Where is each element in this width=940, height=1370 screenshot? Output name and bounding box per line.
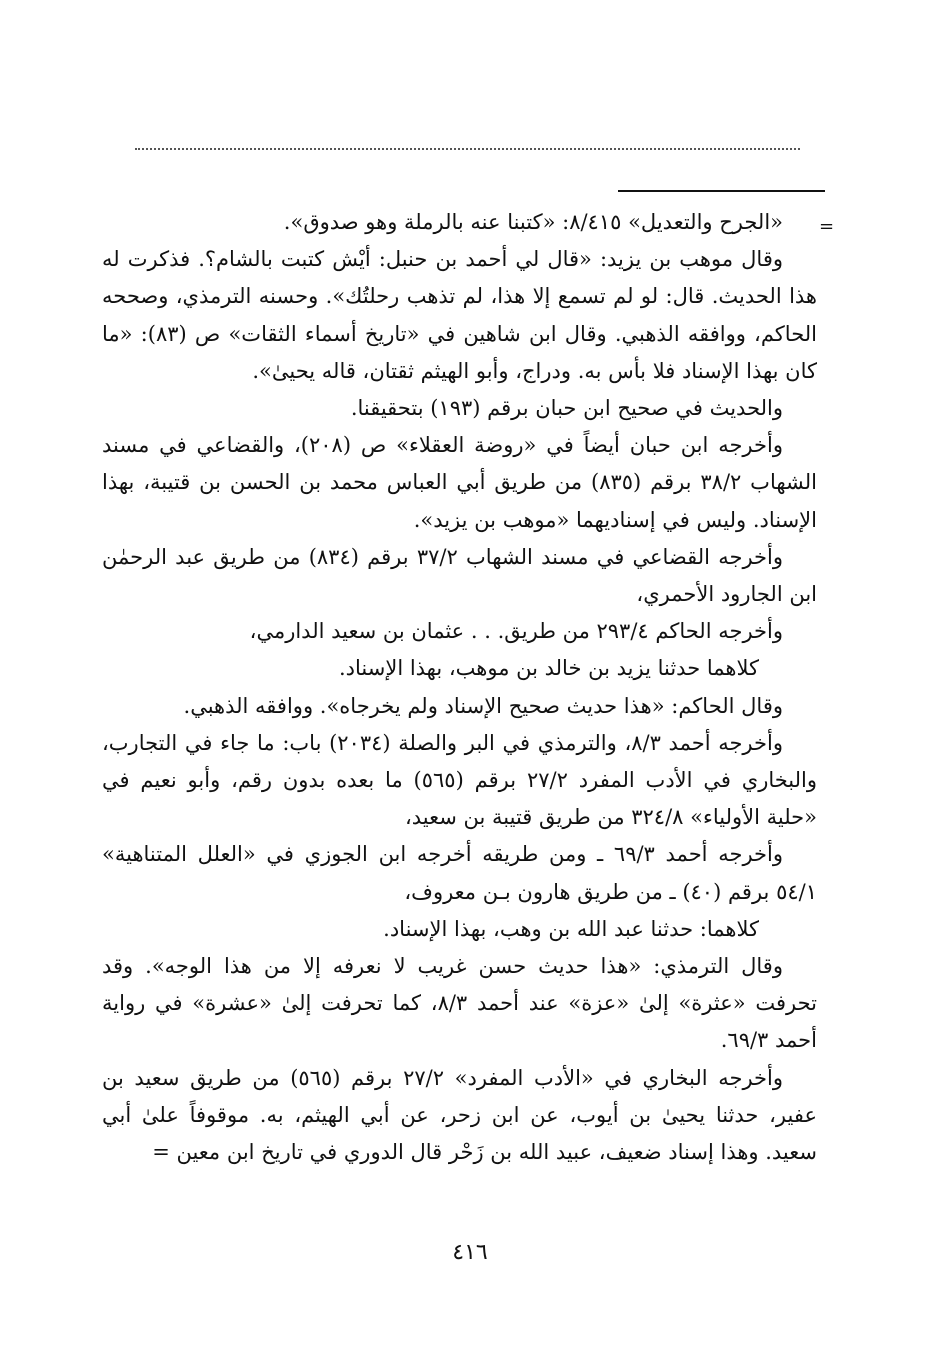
paragraph-hakim: وأخرجه الحاكم ٢٩٣/٤ من طريق. . . عثمان بن سعيد الدارمي، xyxy=(249,619,783,644)
paragraph-mawhab: وقال موهب بن يزيد: «قال لي أحمد بن حنبل: أيْش كتبت بالشام؟. فذكرت له هذا الحديث. قال: لو لم تسمع إلا هذا، لم تذهب رحلتُك». وحسنه الترمذي، وصححه الحاكم، ووافقه الذهبي. وقال ابن شاهين في «تاريخ أسماء الثقات» ص (٨٣): «ما كان بهذا الإسناد فلا بأس به. ودراج، وأبو الهيثم ثقتان، قاله يحيىٰ». xyxy=(102,247,817,383)
paragraph-ahmad: وأخرجه أحمد ٨/٣، والترمذي في البر والصلة (٢٠٣٤) باب: ما جاء في التجارب، والبخاري في الأدب المفرد ٢٧/٢ برقم (٥٦٥) ما بعده بدون رقم، وأبو نعيم في «حلية الأولياء» ٣٢٤/٨ من طريق قتيبة بن سعيد، xyxy=(102,730,817,830)
paragraph-tirmidhi: وقال الترمذي: «هذا حديث حسن غريب لا نعرفه إلا من هذا الوجه». وقد تحرفت «عثرة» إلىٰ «عزة» عند أحمد ٨/٣، كما تحرفت إلىٰ «عشرة» في رواية أحمد ٦٩/٣. xyxy=(102,954,817,1053)
paragraph-rawda: وأخرجه ابن حبان أيضاً في «روضة العقلاء» ص (٢٠٨)، والقضاعي في مسند الشهاب ٣٨/٢ برقم (٨٣٥) من طريق أبي العباس محمد بن الحسن بن قتيبة، بهذا الإسناد. وليس في إسناديهما «موهب بن يزيد». xyxy=(102,433,817,532)
continuation-mark: = xyxy=(819,216,835,237)
paragraph-ahmad-69: وأخرجه أحمد ٦٩/٣ ـ ومن طريقه أخرجه ابن الجوزي في «العلل المتناهية» ٥٤/١ برقم (٤٠) ـ من طريق هارون بـن معروف، xyxy=(102,842,817,904)
paragraph-kilahuma-2: كلاهما: حدثنا عبد الله بن وهب، بهذا الإسناد. xyxy=(383,916,759,941)
paragraph-kilahuma-1: كلاهما حدثنا يزيد بن خالد بن موهب، بهذا الإسناد. xyxy=(338,656,759,681)
paragraph-ibn-hibban: والحديث في صحيح ابن حبان برقم (١٩٣) بتحقيقنا. xyxy=(350,396,783,421)
paragraph-hakim-said: وقال الحاكم: «هذا حديث صحيح الإسناد ولم يخرجاه». ووافقه الذهبي. xyxy=(183,693,783,718)
paragraph-qudai: وأخرجه القضاعي في مسند الشهاب ٣٧/٢ برقم (٨٣٤) من طريق عبد الرحمٰن ابن الجارود الأحمري، xyxy=(102,544,817,607)
paragraph-bukhari: وأخرجه البخاري في «الأدب المفرد» ٢٧/٢ برقم (٥٦٥) من طريق سعيد بن عفير، حدثنا يحيىٰ بن أيوب، عن ابن زحر، عن أبي الهيثم، به. موقوفاً علىٰ أبي سعيد. وهذا إسناد ضعيف، عبيد الله بن زَحْر قال الدوري في تاريخ ابن معين = xyxy=(102,1065,817,1165)
footnote-rule xyxy=(618,190,825,192)
footnote-body xyxy=(102,204,817,1171)
paragraph-jarh: «الجرح والتعديل» ٨/٤١٥: «كتبنا عنه بالرملة وهو صدوق». xyxy=(283,210,783,234)
page-number: ٤١٦ xyxy=(452,1240,488,1265)
dotted-separator xyxy=(135,148,800,150)
